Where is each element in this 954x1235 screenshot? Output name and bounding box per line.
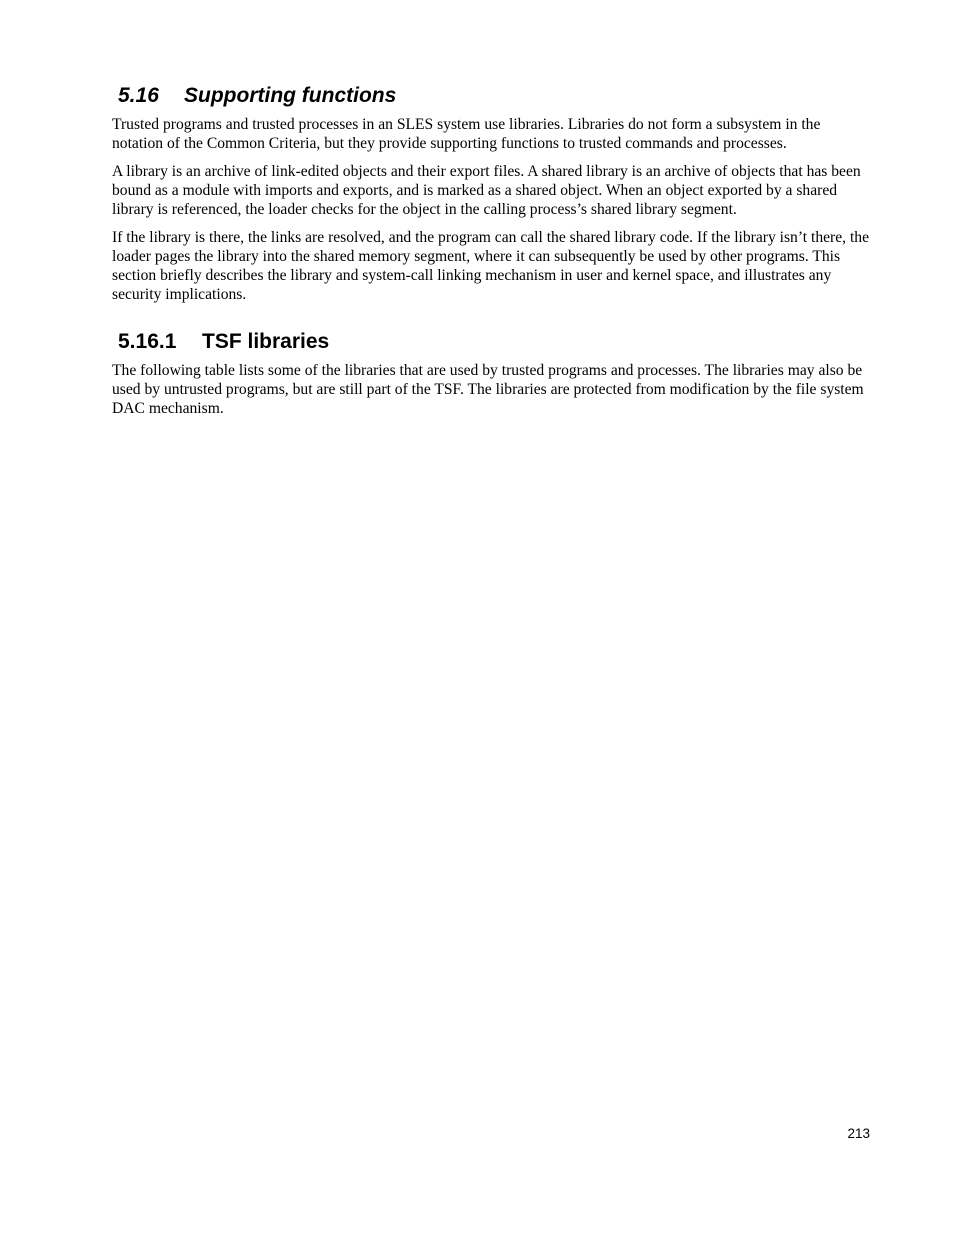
- section-title: Supporting functions: [184, 84, 397, 107]
- section-paragraph-1: Trusted programs and trusted processes in an SLES system use libraries. Libraries do not form a subsystem in the notation of the Common Criteria, but they provide supporting functions to trusted commands and processes.: [112, 116, 821, 152]
- page-content: [112, 82, 872, 427]
- section-paragraph-3: If the library is there, the links are resolved, and the program can call the shared library code. If the library isn’t there, the loader pages the library into the shared memory segment, where it can subsequently be used by other programs. This section briefly describes the library and system-call linking mechanism in user and kernel space, and illustrates any security implications.: [112, 229, 870, 303]
- subsection-heading: [118, 328, 872, 356]
- subsection-title: TSF libraries: [202, 330, 330, 353]
- section-heading: [118, 82, 872, 110]
- section-paragraph-2: A library is an archive of link-edited objects and their export files. A shared library is an archive of objects that has been bound as a module with imports and exports, and is marked as a shared object. When an object exported by a shared library is referenced, the loader checks for the object in the calling process’s shared library segment.: [112, 163, 861, 218]
- section-number: 5.16: [118, 84, 159, 107]
- subsection-number: 5.16.1: [118, 330, 177, 353]
- page-number: 213: [847, 1126, 870, 1141]
- subsection-paragraph-1: The following table lists some of the libraries that are used by trusted programs and processes. The libraries may also be used by untrusted programs, but are still part of the TSF. The libraries are protected from modification by the file system DAC mechanism.: [112, 362, 864, 417]
